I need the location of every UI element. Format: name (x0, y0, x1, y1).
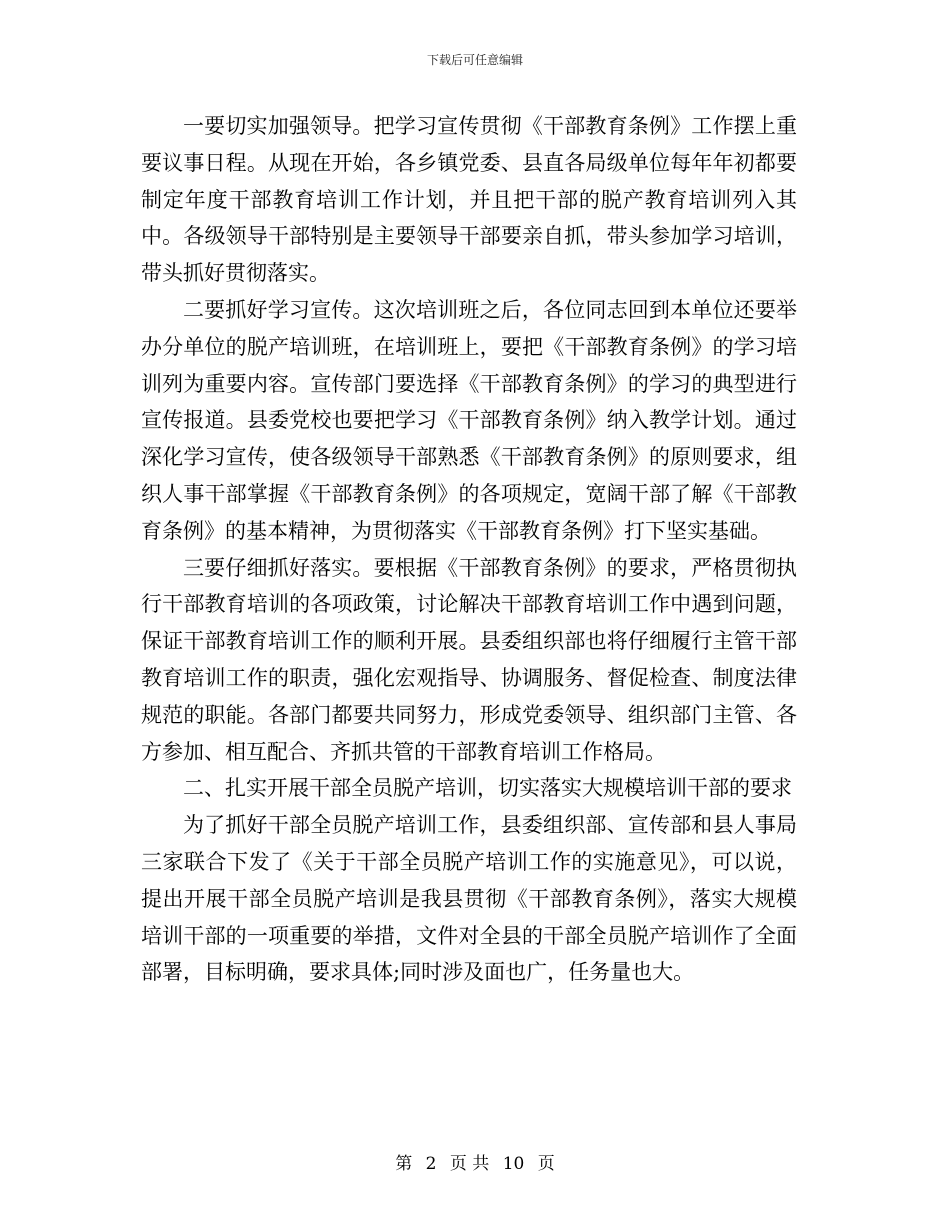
footer-current-page: 2 (425, 1154, 437, 1174)
paragraph-study-publicity: 二要抓好学习宣传。这次培训班之后，各位同志回到本单位还要举办分单位的脱产培训班，在培训班上，要把《干部教育条例》的学习培训列为重要内容。宣传部门要选择《干部教育条例》的学习的典型进行宣传报道。县委党校也要把学习《干部教育条例》纳入教学计划。通过深化学习宣传，使各级领导干部熟悉《干部教育条例》的原则要求，组织人事干部掌握《干部教育条例》的各项规定，宽阔干部了解《干部教育条例》的基本精神，为贯彻落实《干部教育条例》打下坚实基础。 (141, 297, 797, 543)
footer-suffix: 页 (537, 1154, 555, 1174)
footer-prefix: 第 (395, 1154, 413, 1174)
paragraph-strengthen-leadership: 一要切实加强领导。把学习宣传贯彻《干部教育条例》工作摆上重要议事日程。从现在开始，各乡镇党委、县直各局级单位每年年初都要制定年度干部教育培训工作计划，并且把干部的脱产教育培训列入其中。各级领导干部特别是主要领导干部要亲自抓，带头参加学习培训，带头抓好贯彻落实。 (141, 114, 797, 286)
footer-middle: 页 共 (449, 1154, 490, 1174)
document-body (141, 108, 797, 991)
page-header-note: 下载后可任意编辑 (426, 53, 523, 67)
page-footer (0, 1153, 950, 1175)
section-heading-full-training: 二、扎实开展干部全员脱产培训，切实落实大规模培训干部的要求 (183, 776, 792, 801)
paragraph-implementation: 三要仔细抓好落实。要根据《干部教育条例》的要求，严格贯彻执行干部教育培训的各项政策，讨论解决干部教育培训工作中遇到问题，保证干部教育培训工作的顺利开展。县委组织部也将仔细履行主管干部教育培训工作的职责，强化宏观指导、协调服务、督促检查、制度法律规范的职能。各部门都要共同努力，形成党委领导、组织部门主管、各方参加、相互配合、齐抓共管的干部教育培训工作格局。 (141, 555, 797, 764)
footer-total-pages: 10 (502, 1154, 525, 1174)
paragraph-training-work: 为了抓好干部全员脱产培训工作，县委组织部、宣传部和县人事局三家联合下发了《关于干部全员脱产培训工作的实施意见》，可以说，提出开展干部全员脱产培训是我县贯彻《干部教育条例》，落实大规模培训干部的一项重要的举措，文件对全县的干部全员脱产培训作了全面部署，目标明确，要求具体;同时涉及面也广，任务量也大。 (141, 813, 797, 985)
